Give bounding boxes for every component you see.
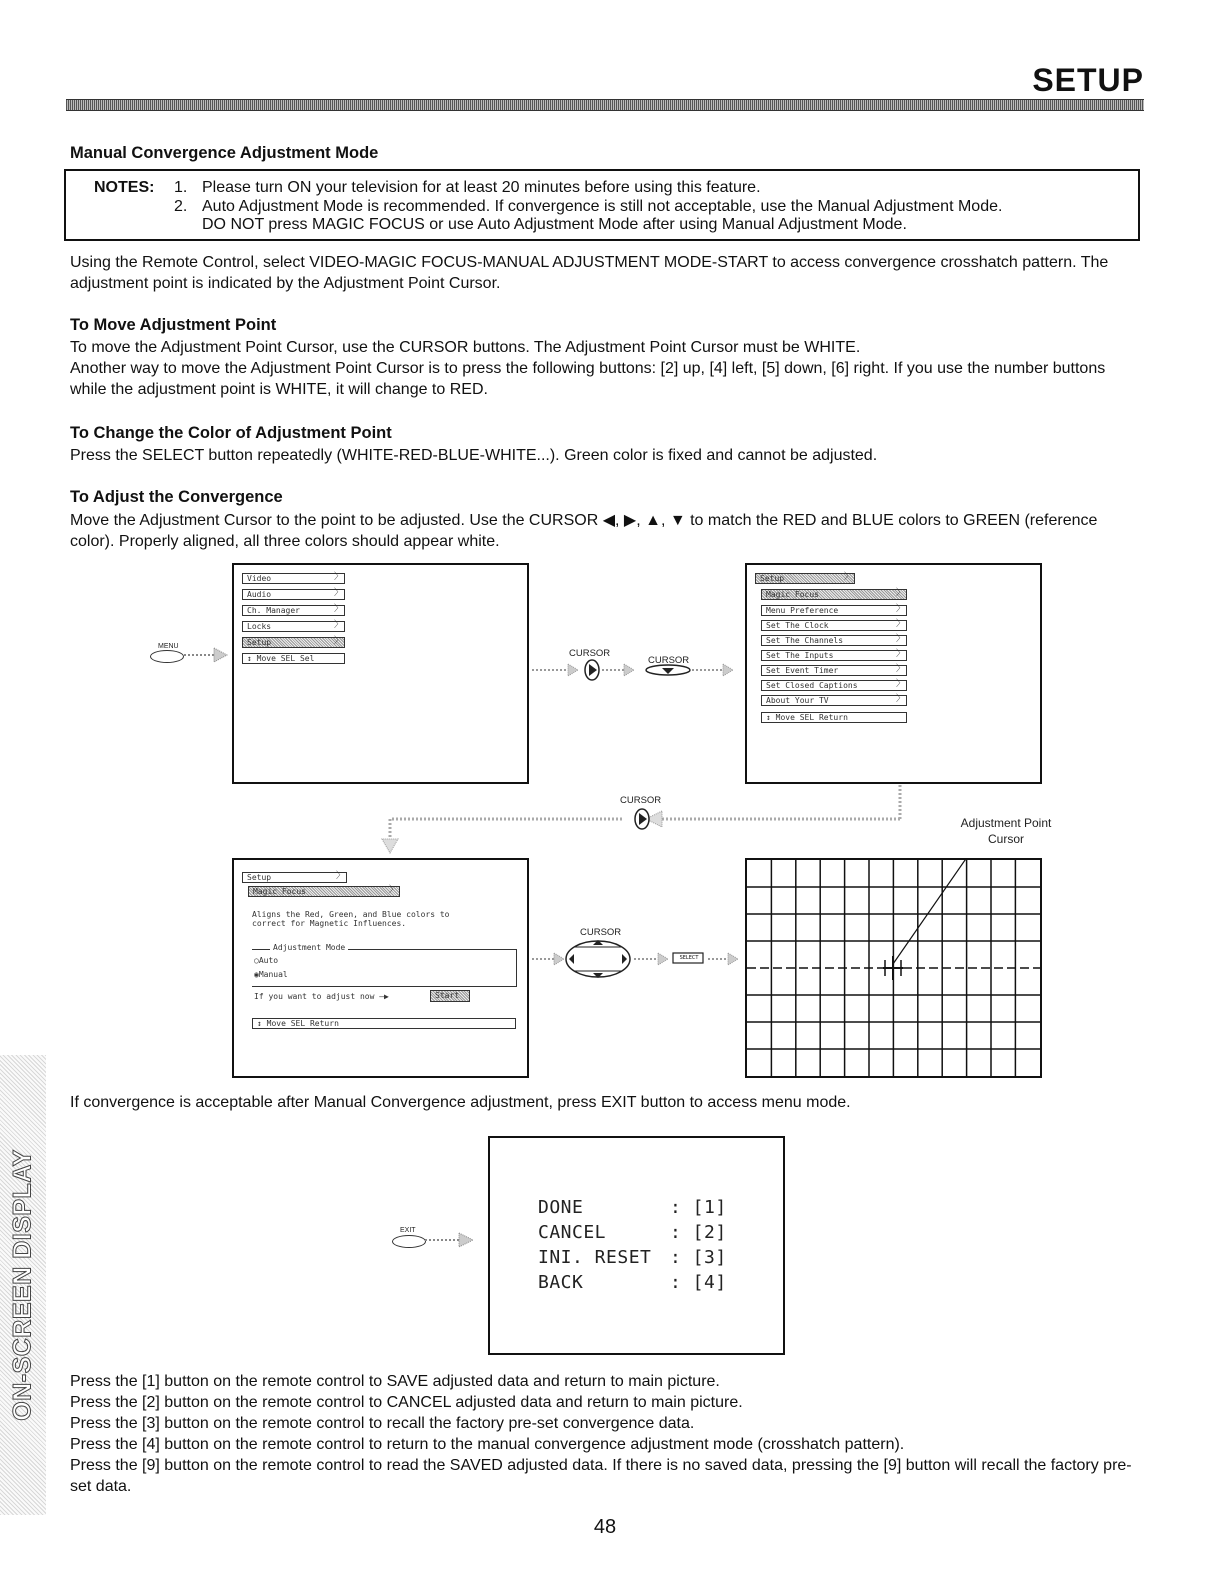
page-header-title: SETUP [1032,62,1144,98]
setup-item: Set The Clock 〉 [761,620,907,631]
done-menu-row: INI. RESET : [3] [538,1247,727,1268]
press-line: Press the [2] button on the remote control to CANCEL adjusted data and return to main picture. [70,1394,743,1411]
screen-crosshatch [745,858,1042,1078]
option-auto: ○Auto [254,956,279,965]
notes-list [174,179,1002,235]
menu-item-video: Video 〉 [242,573,345,584]
cursor-flow-arrows [530,658,740,684]
move-point-line1: To move the Adjustment Point Cursor, use the CURSOR buttons. The Adjustment Point Cursor must be WHITE. [70,339,861,356]
chevron-right-icon: 〉 [895,588,905,598]
menu-item-audio: Audio 〉 [242,589,345,600]
chevron-right-icon: 〉 [333,636,343,646]
notes-box [64,169,1140,241]
move-point-line2: Another way to move the Adjustment Point Cursor is to press the following buttons: [2] up, [4] left, [5] down, [6] right. If you use the number buttons while the adjustment point is WHITE, it will change to RED. [70,360,1106,398]
note-item: 1. Please turn ON your television for at least 20 minutes before using this feature. [174,179,761,196]
adjust-convergence-text: Move the Adjustment Cursor to the point to be adjusted. Use the CURSOR ◀, ▶, ▲, ▼ to match the RED and BLUE colors to GREEN (reference color). Properly aligned, all three colors should appear white. [70,512,1098,550]
chevron-right-icon: 〉 [895,679,905,689]
note-item: DO NOT press MAGIC FOCUS or use Auto Adjustment Mode after using Manual Adjustment Mode. [202,216,907,233]
chevron-right-icon: 〉 [895,634,905,644]
menu-button-icon [150,650,184,663]
menu-footer-move-sel: ↕ Move SEL Sel [242,653,345,664]
cursor-label: CURSOR [648,655,690,666]
setup-item-magic-focus: Magic Focus 〉 [761,589,907,600]
cursor-label: CURSOR [580,927,622,938]
press-line: Press the [9] button on the remote control to read the SAVED adjusted data. If there is no saved data, pressing the [9] button will recall the factory pre-set data. [70,1457,1132,1495]
adjustment-point-label: Adjustment Point Cursor [960,816,1052,846]
focus-setup-title: Setup 〉 [242,872,347,883]
done-menu-row: CANCEL : [2] [538,1222,727,1243]
chevron-right-icon: 〉 [895,664,905,674]
cursor-return-arrow [360,785,910,855]
change-color-title: To Change the Color of Adjustment Point [70,424,392,442]
setup-item: Set Closed Captions 〉 [761,680,907,691]
move-point-title: To Move Adjustment Point [70,316,277,334]
notes-label: NOTES: [94,179,155,196]
exit-paragraph: If convergence is acceptable after Manual Convergence adjustment, press EXIT button to access menu mode. [70,1094,851,1111]
note-item: 2. Auto Adjustment Mode is recommended. If convergence is still not acceptable, use the Manual Adjustment Mode. [174,197,1003,215]
cursor-label: CURSOR [620,795,662,806]
chevron-right-icon: 〉 [895,619,905,629]
menu-item-setup: Setup 〉 [242,637,345,648]
select-button-label: SELECT [679,955,699,961]
menu-button-label: MENU [158,643,179,650]
setup-item: About Your TV 〉 [761,695,907,706]
chevron-right-icon: 〉 [333,588,343,598]
start-prompt: If you want to adjust now —▶ [254,992,389,1001]
screen-magic-focus [232,858,529,1078]
chevron-right-icon: 〉 [333,572,343,582]
menu-item-ch-manager: Ch. Manager 〉 [242,605,345,616]
chevron-right-icon: 〉 [333,620,343,630]
chevron-right-icon: 〉 [843,572,853,582]
exit-button-icon [392,1235,426,1248]
change-color-text: Press the SELECT button repeatedly (WHITE-RED-BLUE-WHITE...). Green color is fixed and cannot be adjusted. [70,447,878,464]
menu-item-locks: Locks 〉 [242,621,345,632]
focus-selected-item: Magic Focus 〉 [248,886,400,897]
crosshatch-pattern [747,860,1040,1076]
exit-button-label: EXIT [400,1227,416,1234]
dotted-arrow-icon [184,647,228,663]
option-manual: ◉Manual [254,970,288,979]
header-rule [66,99,1144,111]
chevron-right-icon: 〉 [388,885,398,895]
cursor-pad-icon [530,937,745,987]
setup-title: Setup 〉 [755,573,855,584]
press-line: Press the [4] button on the remote control to return to the manual convergence adjustment mode (crosshatch pattern). [70,1436,905,1453]
chevron-right-icon: 〉 [895,604,905,614]
adjust-convergence-title: To Adjust the Convergence [70,488,283,506]
setup-item: Set The Inputs 〉 [761,650,907,661]
chevron-right-icon: 〉 [335,871,345,881]
screen-done-menu [488,1136,785,1355]
screen-main-menu [232,563,529,784]
chevron-right-icon: 〉 [333,604,343,614]
side-tab-label: ON-SCREEN DISPLAY [8,1149,37,1421]
chevron-right-icon: 〉 [895,649,905,659]
chevron-right-icon: 〉 [895,694,905,704]
start-button: Start [430,990,470,1002]
adjustment-point-cursor [883,956,903,980]
cursor-label: CURSOR [569,648,611,659]
page-number: 48 [593,1516,617,1538]
press-line: Press the [1] button on the remote control to SAVE adjusted data and return to main picture. [70,1373,720,1390]
screen-setup-menu [745,563,1042,784]
section-title: Manual Convergence Adjustment Mode [70,144,379,162]
intro-paragraph: Using the Remote Control, select VIDEO-MAGIC FOCUS-MANUAL ADJUSTMENT MODE-START to access convergence crosshatch pattern. The adjustment point is indicated by the Adjustment Point Cursor. [70,254,1109,292]
adjustment-mode-group [252,949,517,987]
focus-description: Aligns the Red, Green, and Blue colors to correct for Magnetic Influences. [252,910,450,928]
done-menu-row: DONE : [1] [538,1197,727,1218]
setup-item: Menu Preference 〉 [761,605,907,616]
setup-footer: ↕ Move SEL Return [761,712,907,723]
adjustment-mode-label: Adjustment Mode [270,943,348,952]
dotted-arrow-icon [425,1231,475,1249]
focus-footer: ↕ Move SEL Return [252,1018,516,1029]
press-line: Press the [3] button on the remote control to recall the factory pre-set convergence data. [70,1415,695,1432]
setup-item: Set The Channels 〉 [761,635,907,646]
done-menu-row: BACK : [4] [538,1272,727,1293]
setup-item: Set Event Timer 〉 [761,665,907,676]
